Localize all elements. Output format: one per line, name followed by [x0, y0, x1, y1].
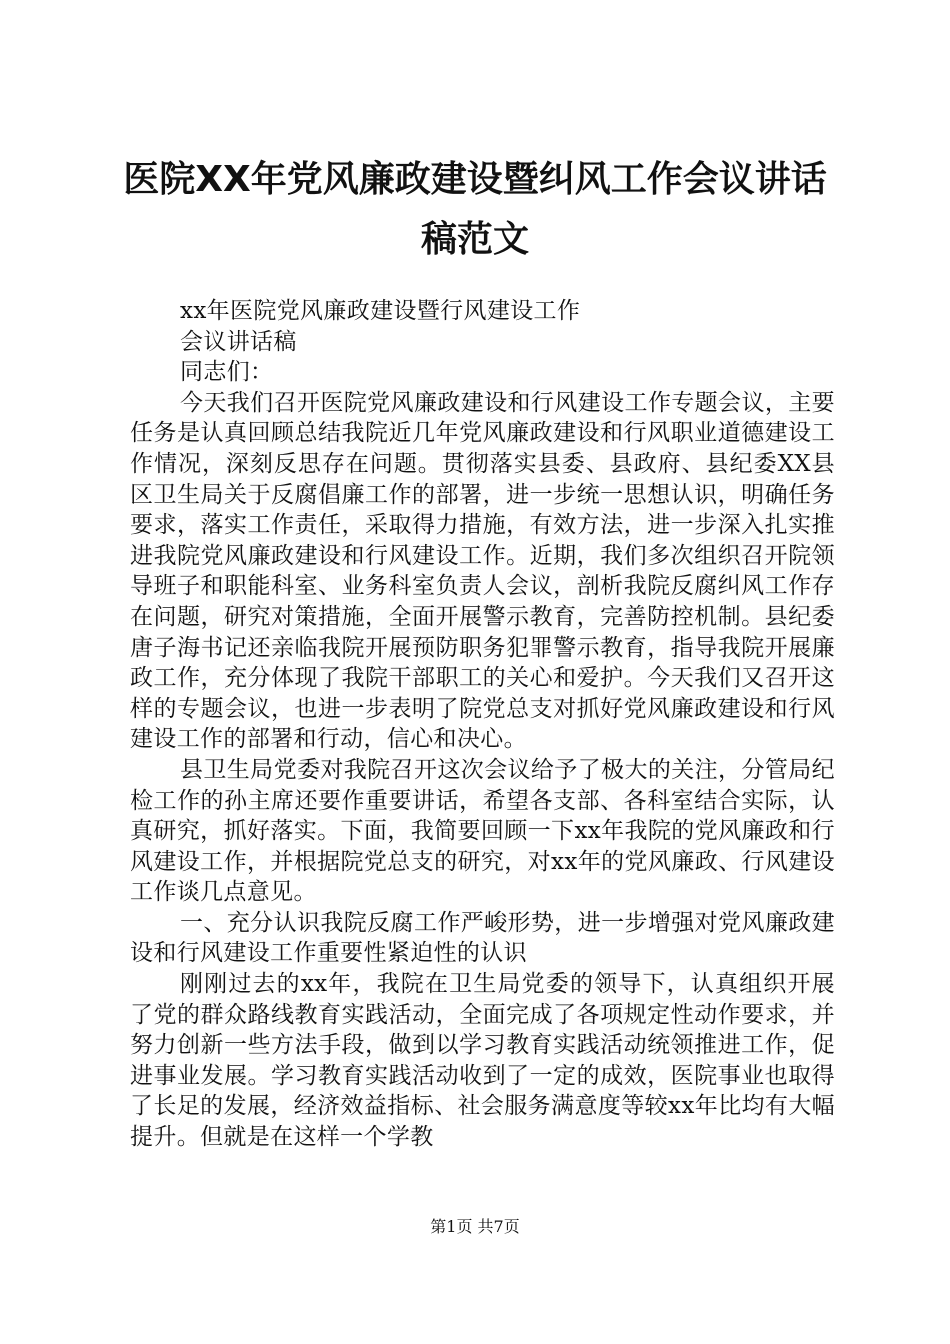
- page-title: [0, 150, 950, 270]
- paragraph: 同志们：: [180, 359, 274, 386]
- page-footer: [0, 1216, 950, 1238]
- document-body: [130, 296, 835, 1153]
- page-number: 第1页 共7页: [430, 1217, 520, 1236]
- paragraph: 刚刚过去的xx年，我院在卫生局党委的领导下，认真组织开展了党的群众路线教育实践活动，全面完成了各项规定性动作要求，并努力创新一些方法手段，做到以学习教育实践活动统领推进工作，促进事业发展。学习教育实践活动收到了一定的成效，医院事业也取得了长足的发展，经济效益指标、社会服务满意度等较xx年比均有大幅提升。但就是在这样一个学教: [130, 971, 835, 1151]
- paragraph: 今天我们召开医院党风廉政建设和行风建设工作专题会议，主要任务是认真回顾总结我院近几年党风廉政建设和行风职业道德建设工作情况，深刻反思存在问题。贯彻落实县委、县政府、县纪委XX县区卫生局关于反腐倡廉工作的部署，进一步统一思想认识，明确任务要求，落实工作责任，采取得力措施，有效方法，进一步深入扎实推进我院党风廉政建设和行风建设工作。近期，我们多次组织召开院领导班子和职能科室、业务科室负责人会议，剖析我院反腐纠风工作存在问题，研究对策措施，全面开展警示教育，完善防控机制。县纪委唐子海书记还亲临我院开展预防职务犯罪警示教育，指导我院开展廉政工作，充分体现了我院干部职工的关心和爱护。今天我们又召开这样的专题会议，也进一步表明了院党总支对抓好党风廉政建设和行风建设工作的部署和行动，信心和决心。: [130, 389, 835, 753]
- paragraph: 县卫生局党委对我院召开这次会议给予了极大的关注，分管局纪检工作的孙主席还要作重要讲话，希望各支部、各科室结合实际，认真研究，抓好落实。下面，我简要回顾一下xx年我院的党风廉政和行风建设工作，并根据院党总支的研究，对xx年的党风廉政、行风建设工作谈几点意见。: [130, 756, 835, 906]
- paragraph: xx年医院党风廉政建设暨行风建设工作: [180, 298, 581, 324]
- title-line-1: 医院XX年党风廉政建设暨纠风工作会议讲话: [123, 159, 827, 200]
- section-heading: 一、充分认识我院反腐工作严峻形势，进一步增强对党风廉政建设和行风建设工作重要性紧迫性的认识: [130, 909, 835, 967]
- title-line-2: 稿范文: [420, 219, 529, 260]
- paragraph: 会议讲话稿: [180, 328, 297, 355]
